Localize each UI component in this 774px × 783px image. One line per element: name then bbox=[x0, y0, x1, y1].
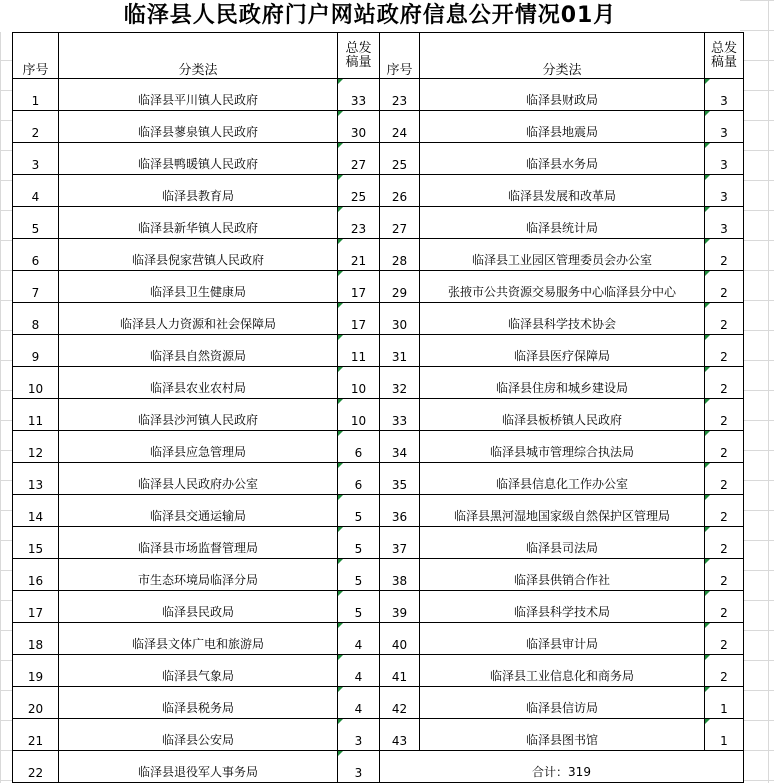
row-count-cell[interactable]: 6 bbox=[338, 431, 380, 463]
header-count-left[interactable] bbox=[338, 33, 380, 79]
row-index-cell[interactable]: 8 bbox=[13, 303, 59, 335]
row-count-cell[interactable]: 3 bbox=[338, 719, 380, 751]
row-count-cell[interactable]: 17 bbox=[338, 271, 380, 303]
row-category-cell[interactable]: 临泽县文体广电和旅游局 bbox=[59, 623, 338, 655]
table-row bbox=[13, 207, 744, 239]
row-count-cell[interactable]: 5 bbox=[338, 495, 380, 527]
table-row bbox=[13, 399, 744, 431]
row-count-cell[interactable]: 4 bbox=[338, 655, 380, 687]
row-count-cell[interactable]: 2 bbox=[705, 335, 744, 367]
header-category-right[interactable]: 分类法 bbox=[420, 33, 705, 79]
header-count-line2: 稿量 bbox=[710, 54, 737, 70]
row-index-cell[interactable]: 37 bbox=[380, 527, 420, 559]
row-category-cell[interactable]: 临泽县气象局 bbox=[59, 655, 338, 687]
row-category-cell[interactable]: 临泽县黑河湿地国家级自然保护区管理局 bbox=[420, 495, 705, 527]
row-count-cell[interactable]: 2 bbox=[705, 399, 744, 431]
row-index-cell[interactable]: 2 bbox=[13, 111, 59, 143]
row-category-cell[interactable]: 临泽县科学技术局 bbox=[420, 591, 705, 623]
total-cell[interactable]: 合计：319 bbox=[380, 751, 744, 783]
row-index-cell[interactable]: 32 bbox=[380, 367, 420, 399]
row-index-cell[interactable]: 38 bbox=[380, 559, 420, 591]
row-category-cell[interactable]: 临泽县自然资源局 bbox=[59, 335, 338, 367]
row-category-cell[interactable]: 临泽县供销合作社 bbox=[420, 559, 705, 591]
table-row bbox=[13, 687, 744, 719]
row-index-cell[interactable]: 7 bbox=[13, 271, 59, 303]
table-row bbox=[13, 719, 744, 751]
row-count-cell[interactable]: 1 bbox=[705, 719, 744, 751]
row-count-cell[interactable]: 2 bbox=[705, 527, 744, 559]
row-index-cell[interactable]: 6 bbox=[13, 239, 59, 271]
table-row bbox=[13, 303, 744, 335]
row-category-cell[interactable]: 临泽县退役军人事务局 bbox=[59, 751, 338, 783]
row-index-cell[interactable]: 42 bbox=[380, 687, 420, 719]
table-row bbox=[13, 143, 744, 175]
row-count-cell[interactable]: 25 bbox=[338, 175, 380, 207]
row-count-cell[interactable]: 23 bbox=[338, 207, 380, 239]
table-row bbox=[13, 559, 744, 591]
row-count-cell[interactable]: 4 bbox=[338, 623, 380, 655]
header-index-right[interactable]: 序号 bbox=[380, 33, 420, 79]
row-index-cell[interactable]: 33 bbox=[380, 399, 420, 431]
row-count-cell[interactable]: 2 bbox=[705, 303, 744, 335]
row-index-cell[interactable]: 10 bbox=[13, 367, 59, 399]
row-category-cell[interactable]: 临泽县市场监督管理局 bbox=[59, 527, 338, 559]
row-category-cell[interactable]: 临泽县民政局 bbox=[59, 591, 338, 623]
row-category-cell[interactable]: 张掖市公共资源交易服务中心临泽县分中心 bbox=[420, 271, 705, 303]
row-count-cell[interactable]: 2 bbox=[705, 623, 744, 655]
row-category-cell[interactable]: 临泽县地震局 bbox=[420, 111, 705, 143]
row-count-cell[interactable]: 2 bbox=[705, 271, 744, 303]
row-count-cell[interactable]: 2 bbox=[705, 463, 744, 495]
row-category-cell[interactable]: 临泽县水务局 bbox=[420, 143, 705, 175]
row-index-cell[interactable]: 40 bbox=[380, 623, 420, 655]
row-index-cell[interactable]: 4 bbox=[13, 175, 59, 207]
row-category-cell[interactable]: 临泽县统计局 bbox=[420, 207, 705, 239]
row-count-cell[interactable]: 2 bbox=[705, 431, 744, 463]
row-index-cell[interactable]: 21 bbox=[13, 719, 59, 751]
row-index-cell[interactable]: 11 bbox=[13, 399, 59, 431]
row-index-cell[interactable]: 18 bbox=[13, 623, 59, 655]
row-index-cell[interactable]: 12 bbox=[13, 431, 59, 463]
row-category-cell[interactable]: 临泽县新华镇人民政府 bbox=[59, 207, 338, 239]
row-category-cell[interactable]: 临泽县鸭暖镇人民政府 bbox=[59, 143, 338, 175]
row-category-cell[interactable]: 市生态环境局临泽分局 bbox=[59, 559, 338, 591]
row-count-cell[interactable]: 4 bbox=[338, 687, 380, 719]
row-index-cell[interactable]: 27 bbox=[380, 207, 420, 239]
row-category-cell[interactable]: 临泽县信息化工作办公室 bbox=[420, 463, 705, 495]
row-count-cell[interactable]: 2 bbox=[705, 495, 744, 527]
row-index-cell[interactable]: 35 bbox=[380, 463, 420, 495]
row-index-cell[interactable]: 1 bbox=[13, 79, 59, 111]
row-category-cell[interactable]: 临泽县沙河镇人民政府 bbox=[59, 399, 338, 431]
row-count-cell[interactable]: 10 bbox=[338, 367, 380, 399]
table-row bbox=[13, 335, 744, 367]
row-index-cell[interactable]: 15 bbox=[13, 527, 59, 559]
table-row bbox=[13, 367, 744, 399]
row-category-cell[interactable]: 临泽县板桥镇人民政府 bbox=[420, 399, 705, 431]
row-count-cell[interactable]: 17 bbox=[338, 303, 380, 335]
row-count-cell[interactable]: 1 bbox=[705, 687, 744, 719]
header-count-right[interactable] bbox=[705, 33, 744, 79]
table-row bbox=[13, 271, 744, 303]
row-count-cell[interactable]: 2 bbox=[705, 559, 744, 591]
row-count-cell[interactable]: 27 bbox=[338, 143, 380, 175]
row-count-cell[interactable]: 5 bbox=[338, 591, 380, 623]
row-category-cell[interactable]: 临泽县农业农村局 bbox=[59, 367, 338, 399]
row-index-cell[interactable]: 17 bbox=[13, 591, 59, 623]
table-row bbox=[13, 623, 744, 655]
row-category-cell[interactable]: 临泽县应急管理局 bbox=[59, 431, 338, 463]
table-row bbox=[13, 495, 744, 527]
row-category-cell[interactable]: 临泽县人力资源和社会保障局 bbox=[59, 303, 338, 335]
row-count-cell[interactable]: 5 bbox=[338, 559, 380, 591]
row-count-cell[interactable]: 2 bbox=[705, 591, 744, 623]
table-row bbox=[13, 431, 744, 463]
row-count-cell[interactable]: 2 bbox=[705, 239, 744, 271]
row-index-cell[interactable]: 22 bbox=[13, 751, 59, 783]
row-index-cell[interactable]: 5 bbox=[13, 207, 59, 239]
row-category-cell[interactable]: 临泽县图书馆 bbox=[420, 719, 705, 751]
row-count-cell[interactable]: 6 bbox=[338, 463, 380, 495]
row-index-cell[interactable]: 29 bbox=[380, 271, 420, 303]
row-count-cell[interactable]: 3 bbox=[705, 207, 744, 239]
table-row bbox=[13, 527, 744, 559]
row-category-cell[interactable]: 临泽县卫生健康局 bbox=[59, 271, 338, 303]
row-count-cell[interactable]: 2 bbox=[705, 655, 744, 687]
header-row bbox=[13, 33, 744, 79]
row-category-cell[interactable]: 临泽县公安局 bbox=[59, 719, 338, 751]
row-count-cell[interactable]: 5 bbox=[338, 527, 380, 559]
row-count-cell[interactable]: 3 bbox=[705, 79, 744, 111]
row-category-cell[interactable]: 临泽县城市管理综合执法局 bbox=[420, 431, 705, 463]
row-category-cell[interactable]: 临泽县审计局 bbox=[420, 623, 705, 655]
row-category-cell[interactable]: 临泽县税务局 bbox=[59, 687, 338, 719]
row-index-cell[interactable]: 34 bbox=[380, 431, 420, 463]
row-index-cell[interactable]: 23 bbox=[380, 79, 420, 111]
row-index-cell[interactable]: 9 bbox=[13, 335, 59, 367]
row-index-cell[interactable]: 14 bbox=[13, 495, 59, 527]
row-category-cell[interactable]: 临泽县信访局 bbox=[420, 687, 705, 719]
table-row bbox=[13, 111, 744, 143]
row-index-cell[interactable]: 3 bbox=[13, 143, 59, 175]
row-category-cell[interactable]: 临泽县住房和城乡建设局 bbox=[420, 367, 705, 399]
row-count-cell[interactable]: 21 bbox=[338, 239, 380, 271]
row-count-cell[interactable]: 3 bbox=[705, 175, 744, 207]
row-count-cell[interactable]: 10 bbox=[338, 399, 380, 431]
row-category-cell[interactable]: 临泽县科学技术协会 bbox=[420, 303, 705, 335]
row-category-cell[interactable]: 临泽县财政局 bbox=[420, 79, 705, 111]
header-count-line1: 总发 bbox=[710, 40, 737, 56]
report-table bbox=[12, 32, 744, 783]
row-index-cell[interactable]: 13 bbox=[13, 463, 59, 495]
table-row bbox=[13, 175, 744, 207]
row-index-cell[interactable]: 41 bbox=[380, 655, 420, 687]
table-body bbox=[13, 79, 744, 783]
row-index-cell[interactable]: 31 bbox=[380, 335, 420, 367]
row-index-cell[interactable]: 43 bbox=[380, 719, 420, 751]
row-index-cell[interactable]: 19 bbox=[13, 655, 59, 687]
table-row bbox=[13, 79, 744, 111]
header-count-line2: 稿量 bbox=[345, 54, 372, 70]
row-category-cell[interactable]: 临泽县工业信息化和商务局 bbox=[420, 655, 705, 687]
row-category-cell[interactable]: 临泽县教育局 bbox=[59, 175, 338, 207]
row-index-cell[interactable]: 16 bbox=[13, 559, 59, 591]
row-count-cell[interactable]: 30 bbox=[338, 111, 380, 143]
header-count-line1: 总发 bbox=[345, 40, 372, 56]
sheet-title: 临泽县人民政府门户网站政府信息公开情况01月 bbox=[0, 0, 740, 32]
row-count-cell[interactable]: 11 bbox=[338, 335, 380, 367]
table-row bbox=[13, 463, 744, 495]
row-index-cell[interactable]: 30 bbox=[380, 303, 420, 335]
header-index-left[interactable]: 序号 bbox=[13, 33, 59, 79]
row-index-cell[interactable]: 20 bbox=[13, 687, 59, 719]
table-row bbox=[13, 591, 744, 623]
header-category-left[interactable]: 分类法 bbox=[59, 33, 338, 79]
row-index-cell[interactable]: 39 bbox=[380, 591, 420, 623]
row-index-cell[interactable]: 36 bbox=[380, 495, 420, 527]
row-index-cell[interactable]: 25 bbox=[380, 143, 420, 175]
row-category-cell[interactable]: 临泽县交通运输局 bbox=[59, 495, 338, 527]
row-category-cell[interactable]: 临泽县人民政府办公室 bbox=[59, 463, 338, 495]
row-count-cell[interactable]: 33 bbox=[338, 79, 380, 111]
row-category-cell[interactable]: 临泽县发展和改革局 bbox=[420, 175, 705, 207]
table-row bbox=[13, 239, 744, 271]
row-count-cell[interactable]: 2 bbox=[705, 367, 744, 399]
row-category-cell[interactable]: 临泽县司法局 bbox=[420, 527, 705, 559]
row-category-cell[interactable]: 临泽县医疗保障局 bbox=[420, 335, 705, 367]
row-category-cell[interactable]: 临泽县倪家营镇人民政府 bbox=[59, 239, 338, 271]
row-index-cell[interactable]: 24 bbox=[380, 111, 420, 143]
row-count-cell[interactable]: 3 bbox=[705, 111, 744, 143]
row-category-cell[interactable]: 临泽县蓼泉镇人民政府 bbox=[59, 111, 338, 143]
row-category-cell[interactable]: 临泽县工业园区管理委员会办公室 bbox=[420, 239, 705, 271]
row-index-cell[interactable]: 28 bbox=[380, 239, 420, 271]
row-index-cell[interactable]: 26 bbox=[380, 175, 420, 207]
row-category-cell[interactable]: 临泽县平川镇人民政府 bbox=[59, 79, 338, 111]
table-row bbox=[13, 751, 744, 783]
row-count-cell[interactable]: 3 bbox=[338, 751, 380, 783]
table-row bbox=[13, 655, 744, 687]
row-count-cell[interactable]: 3 bbox=[705, 143, 744, 175]
